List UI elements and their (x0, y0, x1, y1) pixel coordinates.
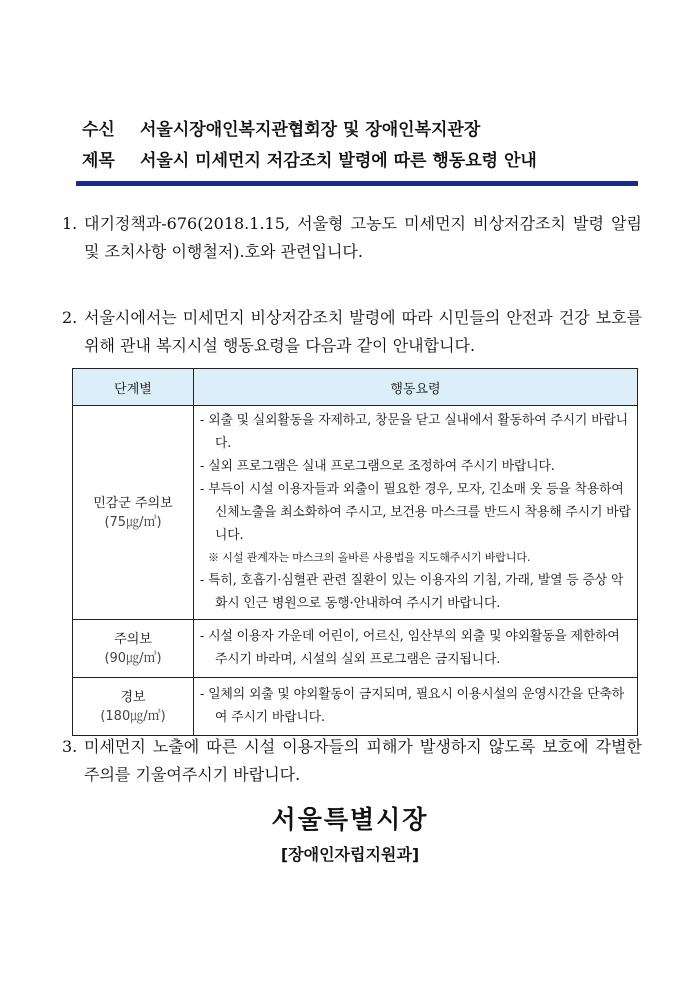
action-cell (194, 678, 638, 736)
action-note: ※ 시설 관계자는 마스크의 올바른 사용법을 지도해주시기 바랍니다. (208, 551, 531, 564)
document-header (82, 118, 642, 180)
paragraph-number: 2. (62, 308, 78, 327)
paragraph-text: 미세먼지 노출에 따른 시설 이용자들의 피해가 발생하지 않도록 보호에 각별한 주의를 기울여주시기 바랍니다. (84, 737, 642, 784)
paragraph-number: 3. (62, 737, 78, 756)
action-item: - 부득이 시설 이용자들과 외출이 필요한 경우, 모자, 긴소매 옷 등을 착용하여 신체노출을 최소화하여 주시고, 보건용 마스크를 반드시 착용해 주시기 바랍니다. (200, 482, 631, 543)
action-item: - 일체의 외출 및 야외활동이 금지되며, 필요시 이용시설의 운영시간을 단축하여 주시기 바랍니다. (200, 687, 625, 725)
recipient-text: 서울시장애인복지관협회장 및 장애인복지관장 (140, 120, 481, 140)
stage-cell (73, 406, 194, 620)
recipient-row (82, 118, 642, 149)
table-row (73, 678, 638, 736)
subject-row (82, 149, 642, 180)
signature-department: [장애인자립지원과] (280, 845, 420, 864)
stage-level: (180㎍/㎥) (100, 708, 166, 724)
stage-cell (73, 678, 194, 736)
stage-name: 주의보 (114, 631, 152, 647)
action-item: - 외출 및 실외활동을 자제하고, 창문을 닫고 실내에서 활동하여 주시기 바랍니다. (200, 413, 628, 451)
signature-title: 서울특별시장 (271, 805, 429, 834)
paragraph-number: 1. (62, 214, 78, 233)
table-row (73, 620, 638, 678)
paragraph-1 (62, 210, 642, 266)
stage-level: (90㎍/㎥) (104, 650, 162, 666)
stage-name: 경보 (120, 689, 146, 705)
action-cell (194, 406, 638, 620)
subject-label: 제목 (82, 151, 115, 171)
stage-cell (73, 620, 194, 678)
stage-name: 민감군 주의보 (93, 495, 173, 511)
action-cell (194, 620, 638, 678)
table-row (73, 406, 638, 620)
header-divider (76, 181, 638, 186)
paragraph-3 (62, 733, 642, 789)
paragraph-text: 서울시에서는 미세먼지 비상저감조치 발령에 따라 시민들의 안전과 건강 보호를 위해 관내 복지시설 행동요령을 다음과 같이 안내합니다. (84, 308, 642, 355)
recipient-label: 수신 (82, 120, 115, 140)
paragraph-2 (62, 304, 642, 360)
stage-level: (75㎍/㎥) (104, 514, 162, 530)
action-item: - 특히, 호흡기·심혈관 관련 질환이 있는 이용자의 기침, 가래, 발열 등 증상 악화시 인근 병원으로 동행·안내하여 주시기 바랍니다. (200, 573, 624, 611)
table-header-row (73, 369, 638, 406)
action-guideline-table (72, 368, 638, 736)
column-header-action: 행동요령 (194, 369, 638, 406)
action-item: - 시설 이용자 가운데 어린이, 어르신, 임산부의 외출 및 야외활동을 제한하여 주시기 바라며, 시설의 실외 프로그램은 금지됩니다. (200, 629, 620, 667)
action-item: - 실외 프로그램은 실내 프로그램으로 조정하여 주시기 바랍니다. (200, 459, 555, 474)
paragraph-text: 대기정책과-676(2018.1.15, 서울형 고농도 미세먼지 비상저감조치 발령 알림 및 조치사항 이행철저).호와 관련입니다. (84, 214, 642, 261)
column-header-stage: 단계별 (73, 369, 194, 406)
subject-text: 서울시 미세먼지 저감조치 발령에 따른 행동요령 안내 (140, 151, 537, 171)
